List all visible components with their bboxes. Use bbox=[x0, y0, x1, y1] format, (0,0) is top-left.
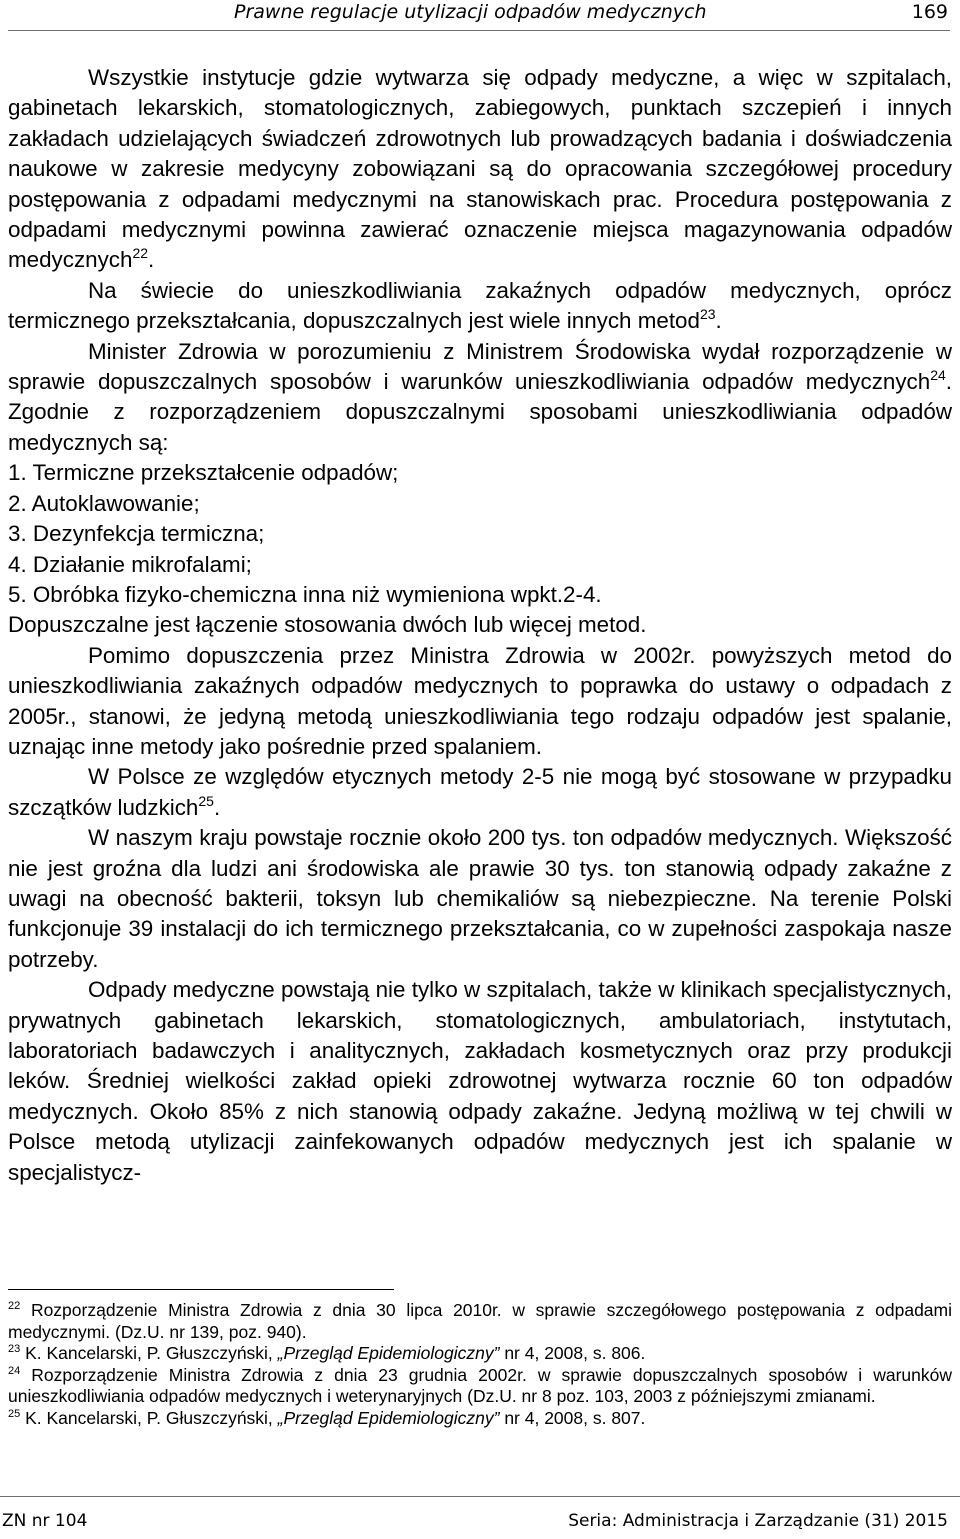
paragraph: Dopuszczalne jest łączenie stosowania dwóch lub więcej metod. bbox=[8, 612, 647, 638]
paragraph: Odpady medyczne powstają nie tylko w szpitalach, także w klinikach specjalistycznych, prywatnych gabinetach lekarskich, stomatologicznych, ambulatoriach, instytutach, laboratoriach badawczych i analitycznych, zakładach kosmetycznych oraz przy produkcji leków. Średniej wielkości zakład opieki zdrowotnej wytwarza rocznie 60 ton odpadów medycznych. Około 85% z nich stanowią odpady zakaźne. Jedyną możliwą w tej chwili w Polsce metodą utylizacji zainfekowanych odpadów medycznych jest ich spalanie w specjalistycz- bbox=[8, 977, 952, 1185]
footnote-25 bbox=[8, 1408, 952, 1430]
paragraph-text: . bbox=[148, 247, 155, 273]
footnote-reference[interactable]: 24 bbox=[930, 367, 946, 384]
paragraph: W naszym kraju powstaje rocznie około 200 tys. ton odpadów medycznych. Większość nie jest groźna dla ludzi ani środowiska ale prawie 30 tys. ton stanowią odpady zakaźne z uwagi na obecność bakterii, toksyn lub chemikaliów są niebezpieczne. Na terenie Polski funkcjonuje 39 instalacji do ich termicznego przekształcania, co w zupełności zaspokaja nasze potrzeby. bbox=[8, 825, 952, 972]
footnote-reference[interactable]: 25 bbox=[198, 792, 214, 809]
paragraph-text: Wszystkie instytucje gdzie wytwarza się odpady medyczne, a więc w szpitalach, gabinetach lekarskich, stomatologicznych, zabiegowych, punktach szczepień i innych zakładach udzielających świadczeń zdrowotnych lub prowadzących badania i doświadczenia naukowe w zakresie medycyny zobowiązani są do opracowania szczegółowej procedury postępowania z odpadami medycznymi na stanowiskach prac. Procedura postępowania z odpadami medycznymi powinna zawierać oznaczenie miejsca magazynowania odpadów medycznych bbox=[8, 65, 952, 273]
footnote-text: nr 4, 2008, s. 806. bbox=[499, 1343, 646, 1363]
paragraph: Pomimo dopuszczenia przez Ministra Zdrowia w 2002r. powyższych metod do unieszkodliwiania zakaźnych odpadów medycznych to poprawka do ustawy o odpadach z 2005r., stanowi, że jedyną metodą unieszkodliwiania tego rodzaju odpadów jest spalanie, uznając inne metody jako pośrednie przed spalaniem. bbox=[8, 642, 952, 759]
footnote-24 bbox=[8, 1365, 952, 1408]
footer-series: Seria: Administracja i Zarządzanie (31) 2015 bbox=[568, 1511, 948, 1531]
footnotes bbox=[8, 1300, 952, 1429]
running-footer bbox=[0, 1496, 960, 1539]
footer-issue: ZN nr 104 bbox=[2, 1511, 88, 1531]
footnote-separator bbox=[8, 1289, 394, 1290]
footnote-text: K. Kancelarski, P. Głuszczyński, bbox=[20, 1407, 278, 1428]
header-title: Prawne regulacje utylizacji odpadów medycznych bbox=[234, 1, 707, 23]
footnote-23 bbox=[8, 1343, 952, 1365]
footnote-number: 25 bbox=[8, 1407, 21, 1420]
footnote-reference[interactable]: 22 bbox=[132, 245, 149, 262]
paragraph-text: . bbox=[213, 794, 221, 820]
running-header bbox=[8, 0, 950, 31]
footnote-number: 23 bbox=[8, 1343, 21, 1355]
paragraph-text: W Polsce ze względów etycznych metody 2-5 nie mogą być stosowane w przypadku szczątków ludzkich bbox=[8, 764, 952, 820]
methods-list bbox=[8, 458, 952, 610]
body-text bbox=[8, 63, 952, 1188]
journal-title: „Przegląd Epidemiologiczny” bbox=[277, 1407, 500, 1428]
paragraph bbox=[8, 762, 952, 823]
footnote-reference[interactable]: 23 bbox=[699, 306, 716, 323]
journal-title: „Przegląd Epidemiologiczny” bbox=[277, 1343, 500, 1363]
list-item: 1. Termiczne przekształcenie odpadów; bbox=[8, 460, 399, 486]
paragraph-text: . bbox=[715, 308, 722, 334]
paragraph-text: Na świecie do unieszkodliwiania zakaźnych odpadów medycznych, oprócz termicznego przekształcania, dopuszczalnych jest wiele innych metod bbox=[8, 277, 952, 334]
footnote-text: Rozporządzenie Ministra Zdrowia z dnia 23 grudnia 2002r. w sprawie dopuszczalnych sposobów i warunków unieszkodliwiania odpadów medycznych i weterynaryjnych (Dz.U. nr 8 poz. 103, 2003 z późniejszymi zmianami. bbox=[8, 1364, 952, 1406]
paragraph-text: Minister Zdrowia w porozumieniu z Ministrem Środowiska wydał rozporządzenie w sprawie dopuszczalnych sposobów i warunków unieszkodliwiania odpadów medycznych bbox=[8, 338, 952, 395]
page-number: 169 bbox=[911, 1, 948, 23]
footnote-number: 24 bbox=[8, 1364, 21, 1377]
list-item: 3. Dezynfekcja termiczna; bbox=[8, 521, 265, 547]
list-item: 4. Działanie mikrofalami; bbox=[8, 551, 252, 577]
footnote-22 bbox=[8, 1300, 952, 1343]
list-item: 5. Obróbka fizyko-chemiczna inna niż wymieniona wpkt.2-4. bbox=[8, 581, 602, 607]
paragraph bbox=[8, 337, 952, 459]
footnote-text: nr 4, 2008, s. 807. bbox=[499, 1407, 646, 1428]
paragraph bbox=[8, 63, 952, 276]
footnote-number: 22 bbox=[8, 1300, 21, 1312]
paragraph-text: . Zgodnie z rozporządzeniem dopuszczalnymi sposobami unieszkodliwiania odpadów medycznych są: bbox=[8, 369, 952, 455]
footnote-text: K. Kancelarski, P. Głuszczyński, bbox=[20, 1343, 278, 1363]
footnote-text: Rozporządzenie Ministra Zdrowia z dnia 30 lipca 2010r. w sprawie szczegółowego postępowania z odpadami medycznymi. (Dz.U. nr 139, poz. 940). bbox=[8, 1300, 952, 1342]
list-item: 2. Autoklawowanie; bbox=[8, 490, 200, 516]
paragraph bbox=[8, 276, 952, 337]
